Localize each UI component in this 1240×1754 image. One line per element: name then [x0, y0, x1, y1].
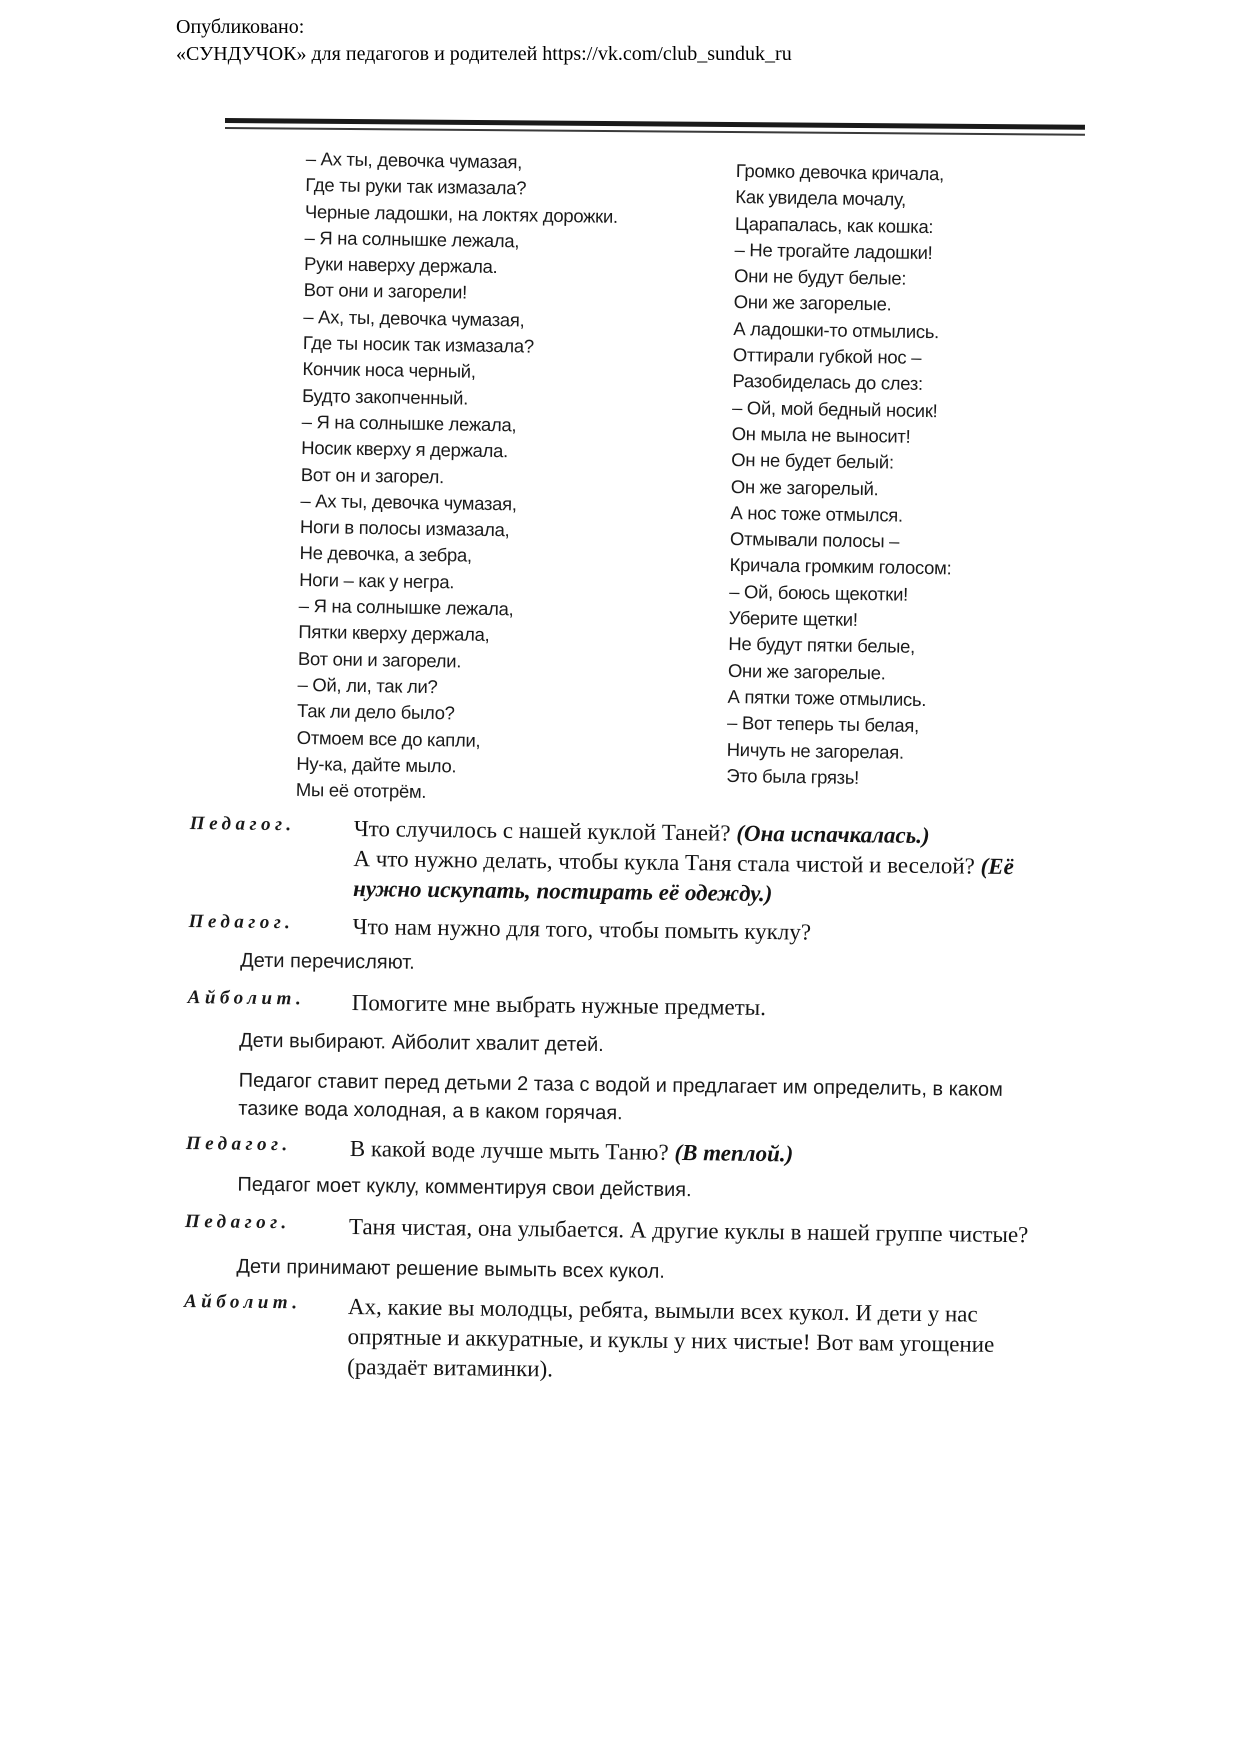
poem-line: Вот он и загорел.	[300, 463, 445, 487]
poem-line: – Ой, боюсь щекотки!	[729, 580, 909, 605]
script-line-7	[183, 1290, 1064, 1391]
speaker-label: Педагог.	[188, 910, 295, 934]
poem-line: Они не будут белые:	[733, 265, 907, 289]
stage-direction: Дети выбирают. Айболит хвалит детей.	[239, 1029, 604, 1057]
replica-text: Помогите мне выбрать нужные предметы.	[351, 989, 767, 1021]
poem-line: Он же загорелый.	[730, 475, 879, 499]
stage-direction: Дети принимают решение вымыть всех кукол.	[236, 1255, 666, 1283]
poem-line: Ну-ка, дайте мыло.	[296, 752, 457, 777]
poem-line: Вот они и загорели.	[297, 647, 462, 672]
replica-text: А что нужно делать, чтобы кукла Таня стала чистой и веселой?	[353, 846, 981, 879]
poem-line: Он мыла не выносит!	[731, 422, 911, 447]
poem-line: – Ах ты, девочка чумазая,	[305, 147, 523, 173]
speaker-label: Педагог.	[184, 1210, 291, 1234]
poem-line: Отмывали полосы –	[729, 528, 900, 552]
replica-text: Ах, какие вы молодцы, ребята, вымыли всех кукол. И дети у нас опрятные и аккуратные, и куклы у них чистые! Вот вам угощение (раздаёт витаминки).	[347, 1293, 995, 1382]
poem-line: Уберите щетки!	[728, 606, 858, 631]
poem-line: Не будут пятки белые,	[728, 633, 916, 658]
poem-line: – Ах ты, девочка чумазая,	[300, 489, 517, 515]
poem-line: – Не трогайте ладошки!	[734, 238, 933, 263]
poem-line: Где ты руки так измазала?	[305, 174, 527, 199]
header-line-1: Опубликовано:	[176, 16, 305, 38]
poem-line: Ноги – как у негра.	[299, 568, 455, 593]
speaker-label: Айболит.	[183, 1290, 302, 1314]
poem-line: – Я на солнышке лежала,	[304, 226, 520, 252]
replica-text: Что случилось с нашей куклой Таней?	[353, 816, 737, 846]
script-line-4	[188, 986, 1068, 1027]
poem-line: Черные ладошки, на локтях дорожки.	[304, 200, 618, 227]
poem-right-column	[726, 158, 958, 793]
poem-line: Кончик носа черный,	[302, 358, 476, 383]
script-line-5	[186, 1132, 1066, 1173]
expected-answer: (Её нужно искупать, постирать её одежду.)	[352, 853, 1014, 907]
replica-text: Что нам нужно для того, чтобы помыть куклу?	[352, 913, 812, 945]
poem-line: Ноги в полосы измазала,	[299, 516, 510, 541]
poem-line: – Я на солнышке лежала,	[301, 410, 517, 436]
script-line-3	[188, 910, 1068, 951]
replica-text: В какой воде лучше мыть Таню?	[349, 1135, 675, 1165]
poem-line: Где ты носик так измазала?	[302, 332, 535, 357]
poem-line: Как увидела мочалу,	[735, 186, 907, 210]
poem-line: – Ой, мой бедный носик!	[731, 396, 938, 421]
poem-line: Ничуть не загорелая.	[726, 738, 904, 763]
poem-line: Они же загорелые.	[727, 659, 886, 684]
poem-line: Он не будет белый:	[731, 449, 894, 473]
stage-direction: Педагог ставит перед детьми 2 таза с водой и предлагает им определить, в каком тазике вода холодная, а в каком горячая.	[238, 1069, 1003, 1125]
poem-line: Разобиделась до слез:	[732, 370, 924, 395]
poem-line: – Ах, ты, девочка чумазая,	[303, 305, 525, 331]
poem-line: Вот они и загорели!	[303, 279, 468, 304]
replica	[353, 844, 1070, 913]
poem-line: Громко девочка кричала,	[735, 159, 945, 185]
speaker-label: Педагог.	[185, 1132, 292, 1156]
poem-line: Они же загорелые.	[733, 291, 892, 315]
speaker-label: Айболит.	[187, 986, 306, 1010]
poem-line: Носик кверху я держала.	[301, 437, 509, 462]
poem-line: Кричала громким голосом:	[729, 554, 952, 579]
script-block	[183, 812, 1070, 1391]
publication-header	[176, 14, 792, 68]
poem-line: Руки наверху держала.	[303, 253, 498, 278]
poem-line: – Ой, ли, так ли?	[297, 673, 438, 698]
script-line-6	[185, 1210, 1065, 1251]
script-line-2	[189, 842, 1070, 913]
poem-line: Не девочка, а зебра,	[299, 542, 472, 567]
poem-line: Царапалась, как кошка:	[734, 212, 934, 237]
header-line-2: «СУНДУЧОК» для педагогов и родителей https://vk.com/club_sunduk_ru	[176, 43, 792, 65]
poem-line: Так ли дело было?	[296, 700, 455, 724]
poem-line: – Я на солнышке лежала,	[298, 594, 514, 620]
poem-line: Это была грязь!	[726, 764, 860, 788]
poem-line: Будто закопченный.	[301, 384, 469, 409]
poem-line: А нос тоже отмылся.	[730, 501, 903, 526]
poem-line: А ладошки-то отмылись.	[733, 317, 940, 342]
poem-line: Пятки кверху держала,	[298, 621, 490, 646]
replica-text: Таня чистая, она улыбается. А другие куклы в нашей группе чистые?	[348, 1213, 1029, 1248]
stage-direction: Педагог моет куклу, комментируя свои действия.	[237, 1173, 692, 1202]
poem-line: – Вот теперь ты белая,	[726, 712, 920, 737]
poem-line: Мы её ототрём.	[295, 779, 427, 803]
expected-answer: (В теплой.)	[674, 1139, 794, 1167]
speaker-label: Педагог.	[189, 812, 296, 836]
replica	[350, 1134, 1066, 1173]
stage-direction: Дети перечисляют.	[240, 949, 415, 974]
poem-line: Отмоем все до капли,	[296, 726, 481, 751]
expected-answer: (Она испачкалась.)	[736, 820, 930, 849]
poem-line: Оттирали губкой нос –	[732, 344, 922, 369]
poem-line: А пятки тоже отмылись.	[727, 685, 927, 710]
poem-left-column	[296, 146, 619, 808]
